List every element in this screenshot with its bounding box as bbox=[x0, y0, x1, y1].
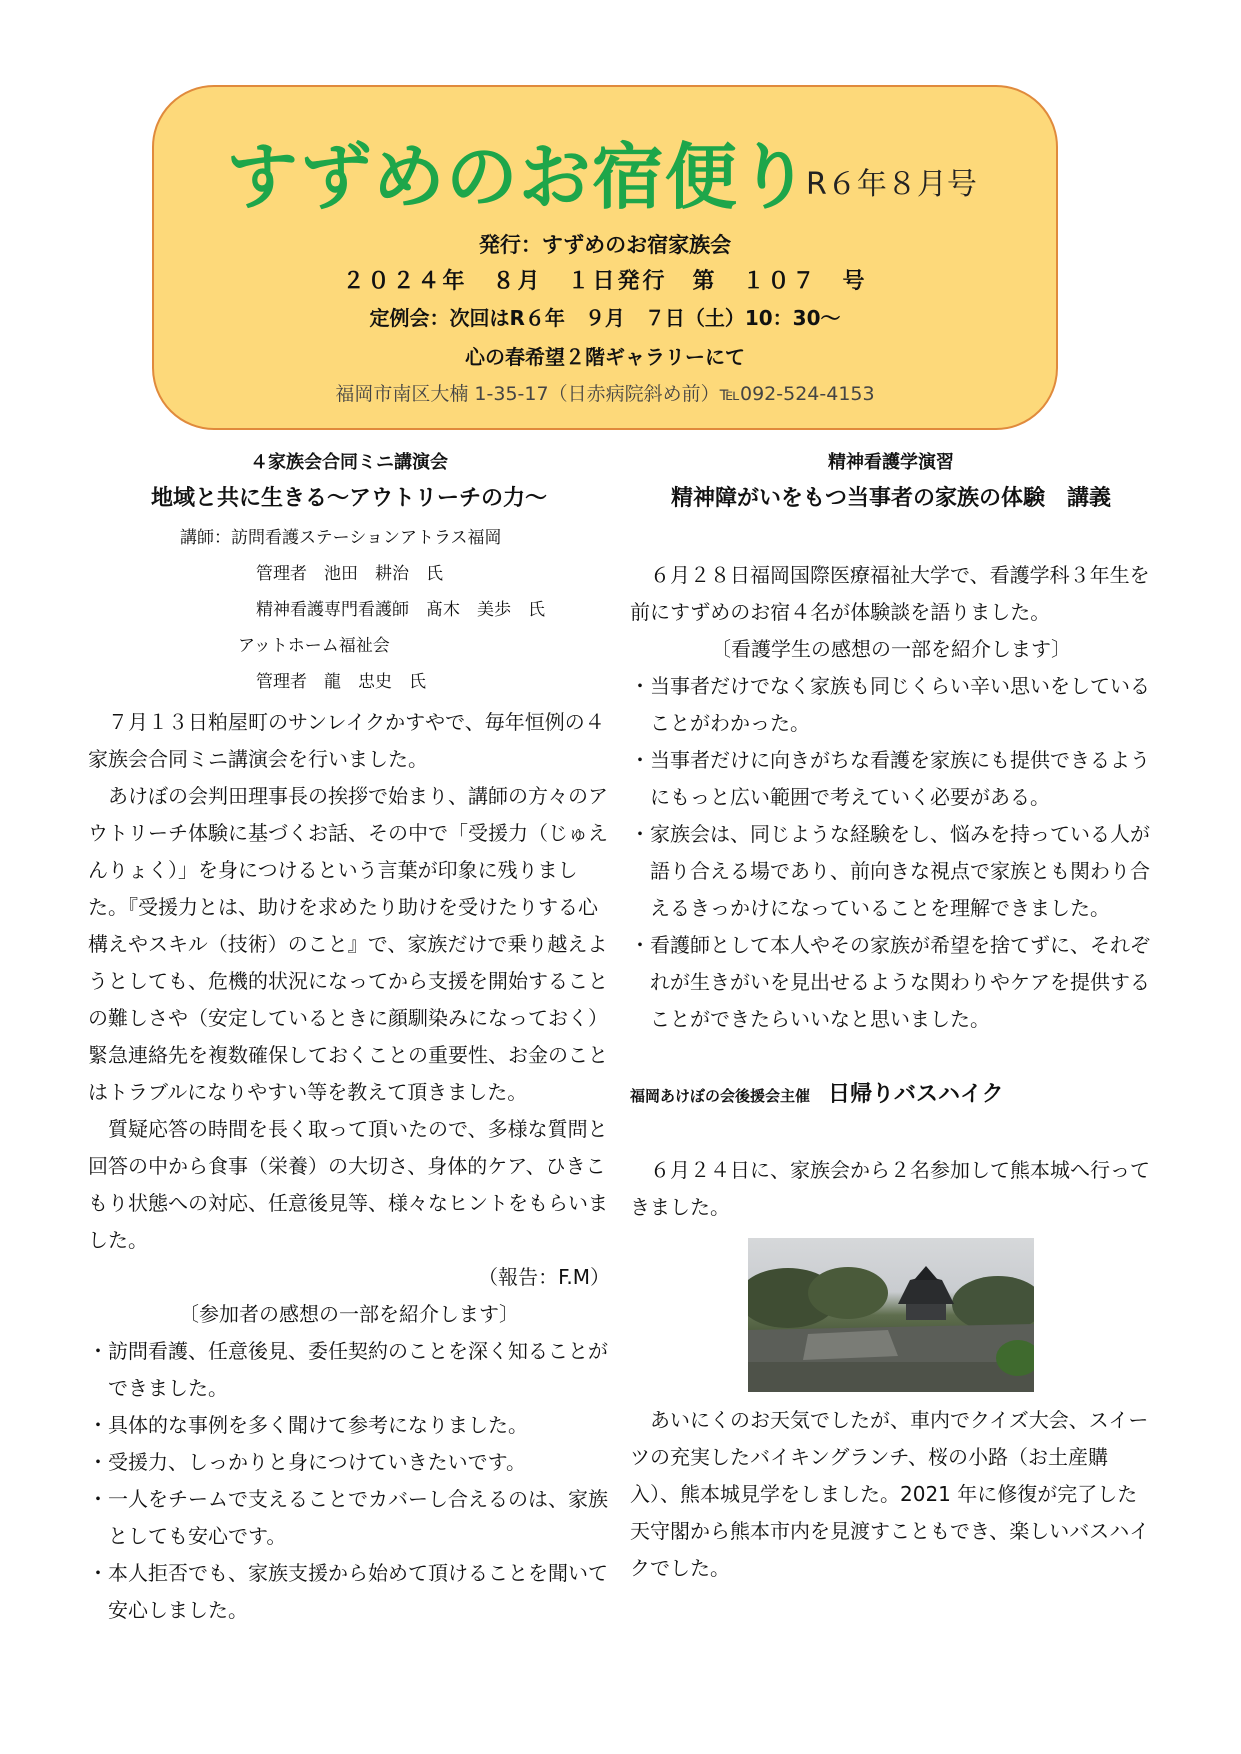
list-item: ・訪問看護、任意後見、委任契約のことを深く知ることができました。 bbox=[88, 1339, 608, 1400]
newsletter-title: すずめのお宿便り bbox=[226, 135, 811, 219]
issue-label: R６年８月号 bbox=[806, 167, 977, 202]
publisher-line: 発行：すずめのお宿家族会 bbox=[478, 233, 732, 257]
list-item: ・一人をチームで支えることでカバーし合えるのは、家族としても安心です。 bbox=[88, 1487, 608, 1548]
speaker-line: 講師：訪問看護ステーションアトラス福岡 bbox=[180, 528, 502, 548]
speaker-line: アットホーム福祉会 bbox=[238, 636, 390, 656]
impressions-heading: 〔参加者の感想の一部を紹介します〕 bbox=[179, 1302, 519, 1326]
speaker-line: 管理者 池田 耕治 氏 bbox=[256, 564, 443, 584]
list-item: ・当事者だけでなく家族も同じくらい辛い思いをしていることがわかった。 bbox=[630, 674, 1150, 735]
list-item: ・受援力、しっかりと身につけていきたいです。 bbox=[88, 1450, 526, 1474]
bus-hike-organizer: 福岡あけぼの会後援会主催 bbox=[630, 1087, 811, 1105]
spacer bbox=[630, 520, 1152, 557]
issue-date-line: ２０２４年 ８月 １日発行 第 １０７ 号 bbox=[342, 269, 868, 294]
newsletter-header bbox=[152, 85, 1058, 430]
list-item: ・当事者だけに向きがちな看護を家族にも提供できるようにもっと広い範囲で考えていく必要がある。 bbox=[630, 748, 1150, 809]
bus-hike-title: 日帰りバスハイク bbox=[828, 1082, 1004, 1107]
kumamoto-castle-photo bbox=[748, 1238, 1034, 1392]
speaker-line: 精神看護専門看護師 髙木 美歩 氏 bbox=[256, 600, 545, 620]
bus-hike-heading bbox=[630, 1075, 1152, 1115]
right-column bbox=[630, 448, 1152, 1587]
lecture-paragraph: ７月１３日粕屋町のサンレイクかすやで、毎年恒例の４家族会合同ミニ講演会を行いました。 bbox=[88, 710, 605, 771]
speaker-list bbox=[88, 520, 610, 700]
list-item: ・本人拒否でも、家族支援から始めて頂けることを聞いて安心しました。 bbox=[88, 1561, 608, 1622]
lecture-title: 地域と共に生きる～アウトリーチの力～ bbox=[150, 486, 547, 511]
seminar-title: 精神障がいをもつ当事者の家族の体験 講義 bbox=[670, 486, 1111, 511]
reporter-line bbox=[88, 1259, 610, 1296]
lecture-paragraph: 質疑応答の時間を長く取って頂いたので、多様な質問と回答の中から食事（栄養）の大切さ、身体的ケア、ひきこもり状態への対応、任意後見等、様々なヒントをもらいました。 bbox=[88, 1117, 608, 1252]
spacer bbox=[630, 1038, 1152, 1075]
reporter-credit: （報告：F.M） bbox=[478, 1265, 610, 1289]
seminar-paragraph: ６月２８日福岡国際医療福祉大学で、看護学科３年生を前にすずめのお宿４名が体験談を語りました。 bbox=[630, 563, 1150, 624]
next-meeting-line: 定例会：次回はR６年 ９月 ７日（土）10：30～ bbox=[369, 306, 841, 330]
list-item: ・具体的な事例を多く聞けて参考になりました。 bbox=[88, 1413, 528, 1437]
list-item: ・家族会は、同じような経験をし、悩みを持っている人が語り合える場であり、前向きな視点で家族とも関わり合えるきっかけになっていることを理解できました。 bbox=[630, 822, 1150, 920]
bus-hike-paragraph: ６月２４日に、家族会から２名参加して熊本城へ行ってきました。 bbox=[630, 1158, 1150, 1219]
address-line: 福岡市南区大楠 1-35-17（日赤病院斜め前）℡092-524-4153 bbox=[335, 383, 875, 405]
left-column bbox=[88, 448, 610, 1629]
speaker-line: 管理者 龍 忠史 氏 bbox=[256, 672, 426, 692]
lecture-paragraph: あけぼの会判田理事長の挨拶で始まり、講師の方々のアウトリーチ体験に基づくお話、その中で「受援力（じゅえんりょく）」を身につけるという言葉が印象に残りました。『受援力とは、助けを求めたり助けを受けたりする心構えやスキル（技術）のこと』で、家族だけで乗り越えようとしても、危機的状況になってから支援を開始することの難しさや（安定しているときに顔馴染みになっておく）緊急連絡先を複数確保しておくことの重要性、お金のことはトラブルになりやすい等を教えて頂きました。 bbox=[88, 784, 608, 1104]
list-item: ・看護師として本人やその家族が希望を捨てずに、それぞれが生きがいを見出せるような関わりやケアを提供することができたらいいなと思いました。 bbox=[630, 933, 1150, 1031]
spacer bbox=[630, 1115, 1152, 1152]
venue-line: 心の春希望２階ギャラリーにて bbox=[465, 345, 745, 369]
lecture-subtitle: ４家族会合同ミニ講演会 bbox=[250, 452, 448, 473]
impressions-heading: 〔看護学生の感想の一部を紹介します〕 bbox=[711, 637, 1071, 661]
bus-hike-paragraph: あいにくのお天気でしたが、車内でクイズ大会、スイーツの充実したバイキングランチ、桜の小路（お土産購入）、熊本城見学をしました。2021 年に修復が完了した天守閣から熊本市内を見渡すこともでき、楽しいバスハイクでした。 bbox=[630, 1408, 1150, 1580]
castle-illustration bbox=[748, 1238, 1034, 1392]
seminar-subtitle: 精神看護学演習 bbox=[828, 452, 954, 473]
